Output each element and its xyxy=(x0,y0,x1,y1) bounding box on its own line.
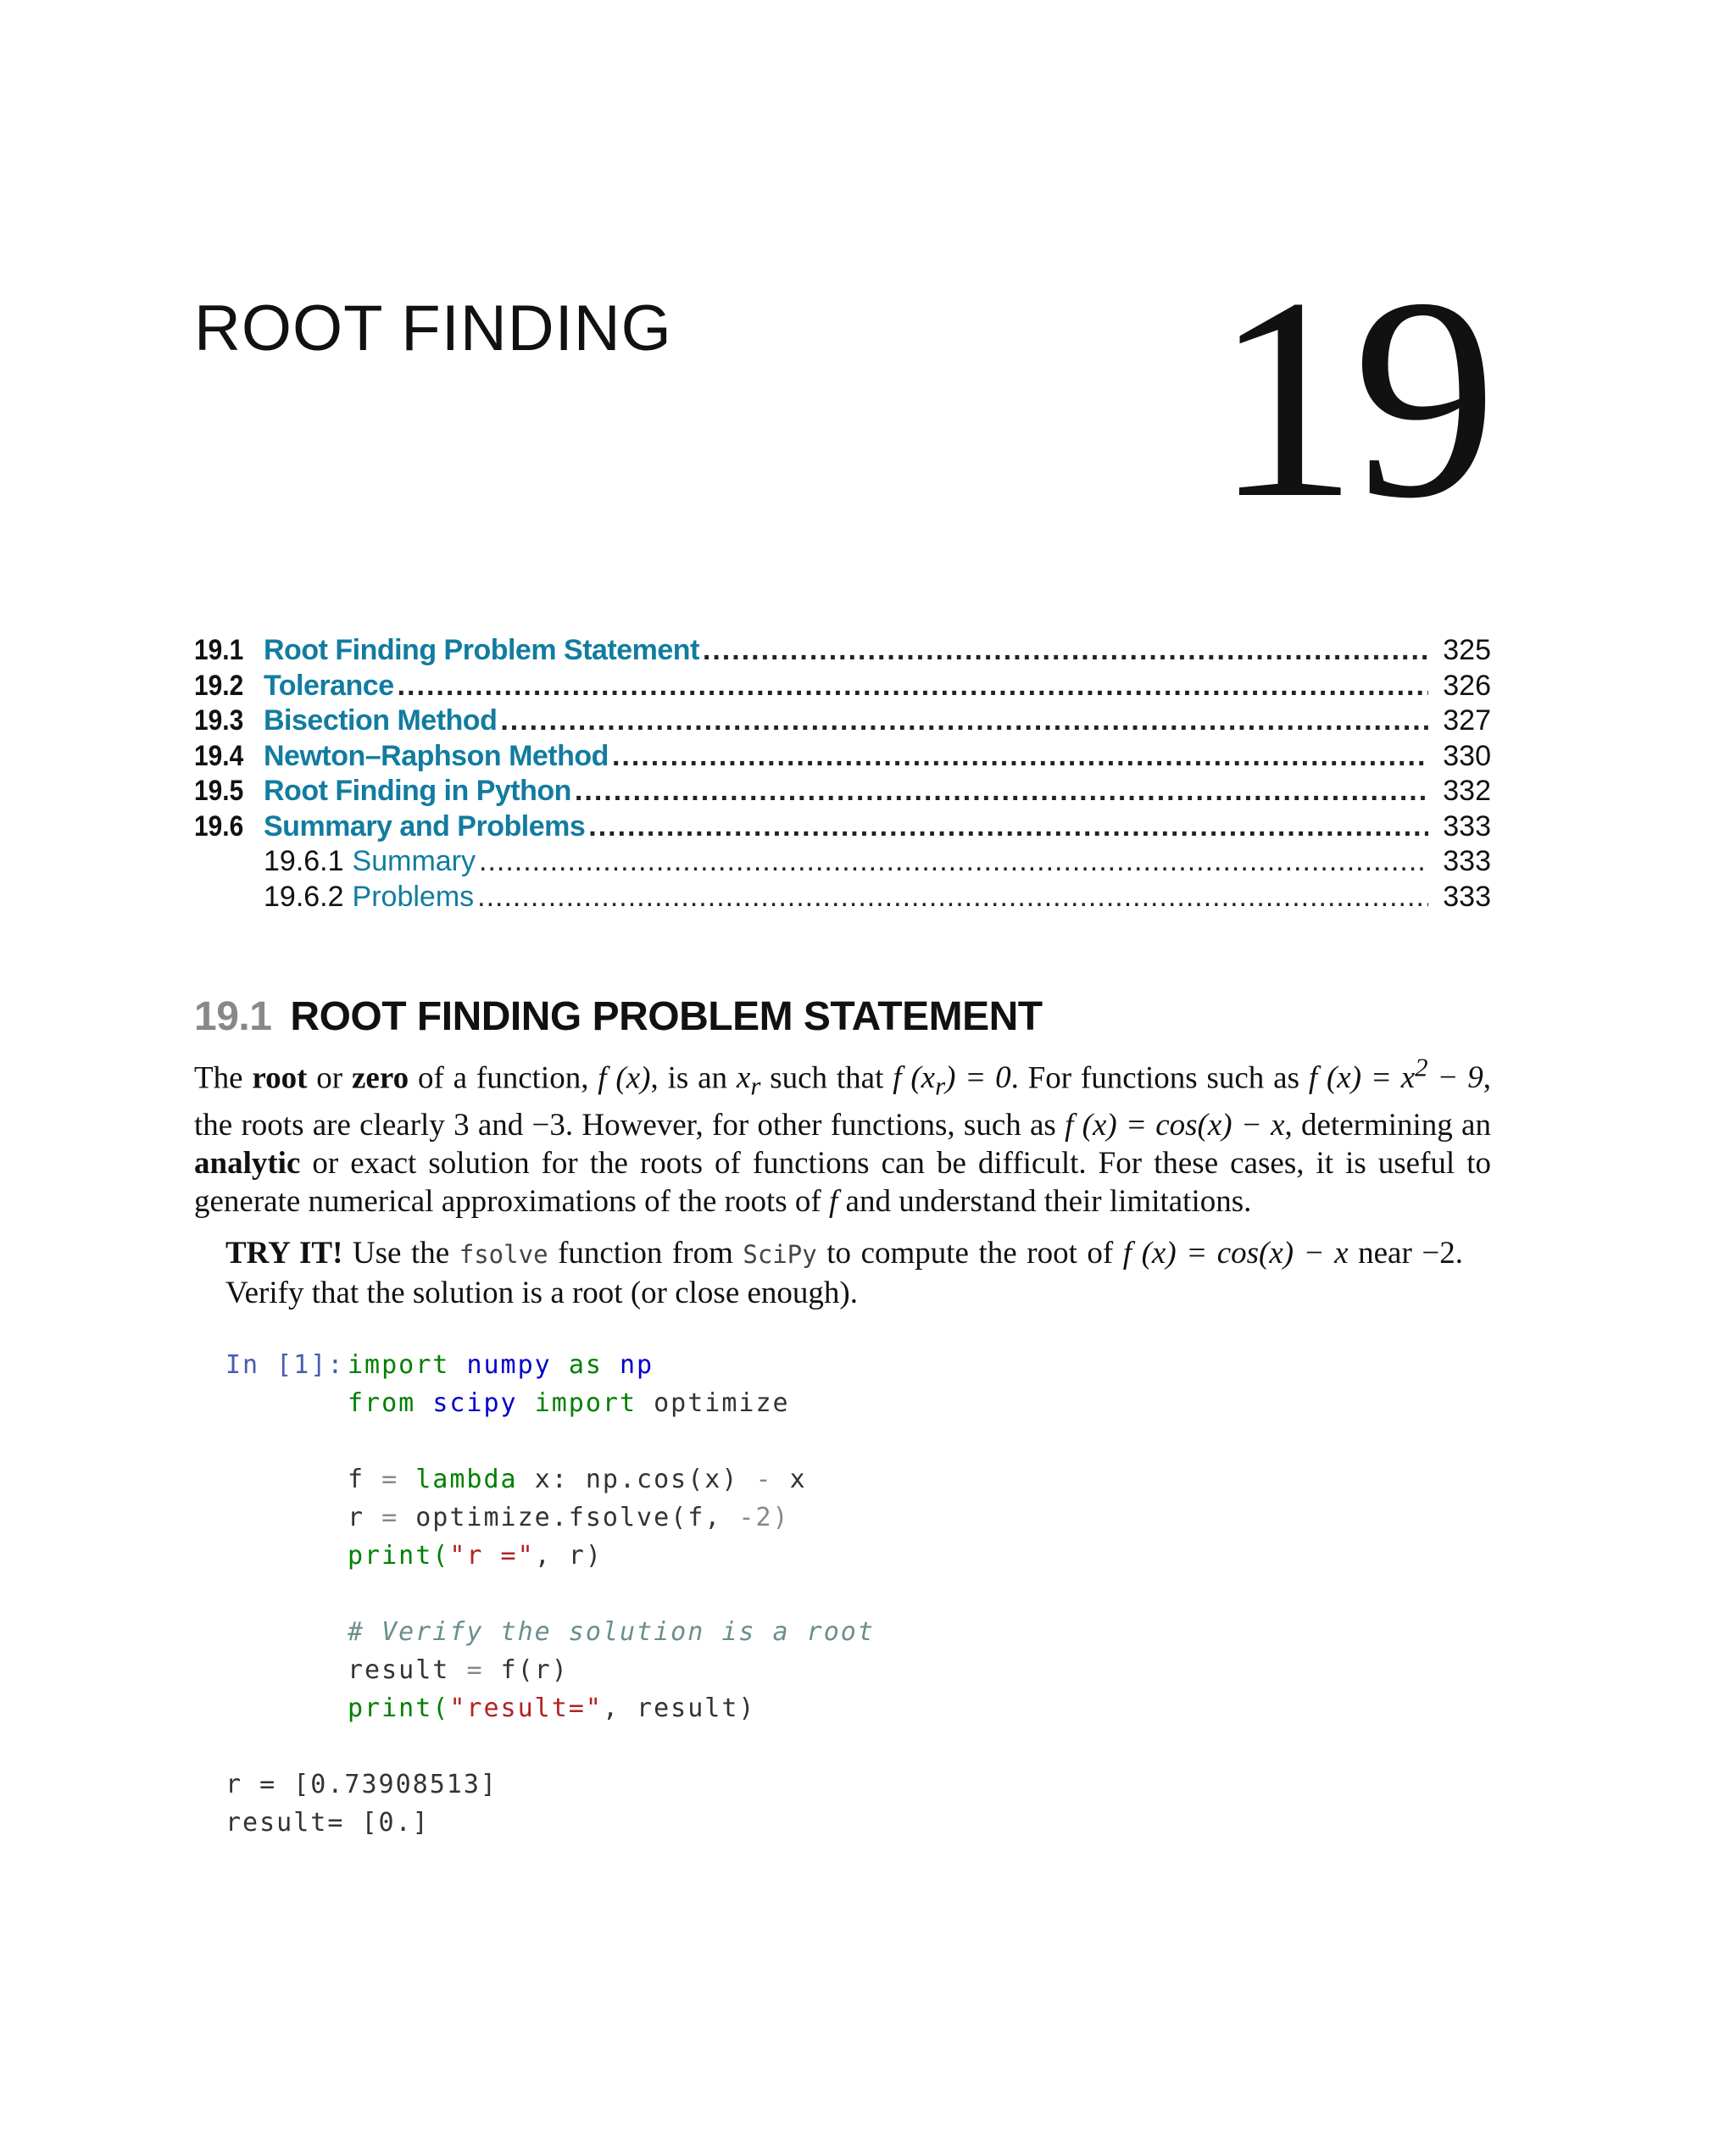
toc-entry-number: 19.3 xyxy=(194,704,244,737)
toc-entry-link[interactable]: Root Finding Problem Statement xyxy=(264,634,699,666)
toc-leader-dots xyxy=(612,740,1428,773)
toc-entry[interactable] xyxy=(194,740,1491,776)
code-line: In [1]: import numpy as np xyxy=(225,1346,875,1384)
toc-entry-page: 330 xyxy=(1443,739,1491,772)
code-output-line: r = [0.73908513] xyxy=(225,1770,498,1799)
toc-leader-dots xyxy=(703,634,1428,667)
code-line: from scipy import optimize xyxy=(348,1388,790,1418)
code-line xyxy=(225,1727,875,1766)
math-fx: f (x) xyxy=(598,1060,651,1096)
code-cell xyxy=(225,1346,875,1842)
input-prompt: In [1]: xyxy=(225,1350,345,1380)
toc-leader-dots xyxy=(588,810,1428,843)
body-paragraph: The root or zero of a function, f (x), is an $x_r$ such that f $(x_r) = 0$. For functions such as f $(x) = x^2 - 9$, the roots are clearly 3 and −3. However, for other functions, such as f (x) = cos(x) − x, determining an analytic or exact solution for the roots of functions can be difficult. For these cases, it is useful to generate numerical approximations of the roots of f and understand their limitations. xyxy=(194,1054,1491,1219)
math-fx-squared: f $(x) = x^2 - 9$ xyxy=(1308,1054,1483,1096)
toc-leader-dots xyxy=(500,704,1428,737)
term-analytic: analytic xyxy=(194,1145,301,1181)
toc-entry-number: 19.4 xyxy=(194,739,244,772)
toc-entry[interactable] xyxy=(194,634,1491,670)
math-xr: $x_r$ xyxy=(736,1060,761,1101)
toc-entry-number: 19.1 xyxy=(194,634,244,666)
section-heading xyxy=(194,993,1043,1040)
code-line: print("result=", result) xyxy=(348,1693,756,1723)
section-number: 19.1 xyxy=(194,994,272,1039)
toc-entry-number: 19.6.1 xyxy=(264,845,344,877)
toc-entry[interactable] xyxy=(194,775,1491,810)
section-title: ROOT FINDING PROBLEM STATEMENT xyxy=(290,994,1043,1039)
code-line xyxy=(225,1575,875,1613)
toc-leader-dots xyxy=(575,775,1428,808)
table-of-contents xyxy=(194,634,1491,915)
math-f: f xyxy=(829,1183,838,1219)
toc-entry-page: 332 xyxy=(1443,775,1491,807)
chapter-number: 19 xyxy=(1214,238,1492,558)
toc-entry[interactable] xyxy=(194,670,1491,705)
code-line: r = optimize.fsolve(f, -2) xyxy=(348,1503,790,1532)
term-root: root xyxy=(252,1060,308,1096)
toc-entry-page: 326 xyxy=(1443,669,1491,702)
toc-leader-dots xyxy=(477,881,1428,914)
code-line xyxy=(225,1422,875,1460)
toc-subentry[interactable] xyxy=(194,845,1491,881)
toc-entry-number: 19.6 xyxy=(194,809,244,842)
toc-entry-number: 19.6.2 xyxy=(264,880,344,913)
toc-entry-page: 327 xyxy=(1443,704,1491,737)
code-line xyxy=(225,1613,875,1651)
toc-entry-number: 19.2 xyxy=(194,669,244,702)
toc-entry-link[interactable]: Root Finding in Python xyxy=(264,775,571,807)
code-line: print("r =", r) xyxy=(348,1541,603,1571)
toc-entry-link[interactable]: Summary xyxy=(352,845,476,877)
toc-leader-dots xyxy=(479,845,1428,878)
toc-entry-page: 333 xyxy=(1443,809,1491,842)
toc-leader-dots xyxy=(398,670,1428,703)
math-fxr: f $(x_r) = 0$ xyxy=(893,1060,1011,1101)
inline-code-scipy: SciPy xyxy=(743,1240,817,1269)
toc-entry-page: 325 xyxy=(1443,634,1491,666)
try-it-label: TRY IT! xyxy=(225,1236,343,1271)
toc-entry[interactable] xyxy=(194,704,1491,740)
term-zero: zero xyxy=(351,1060,409,1096)
toc-entry-link[interactable]: Tolerance xyxy=(264,669,394,702)
math-cos: f (x) = cos(x) − x xyxy=(1065,1107,1285,1143)
inline-code-fsolve: fsolve xyxy=(459,1240,548,1269)
math-cos: f (x) = cos(x) − x xyxy=(1122,1236,1349,1271)
toc-subentry[interactable] xyxy=(194,881,1491,916)
code-line: f = lambda x: np.cos(x) - x xyxy=(348,1465,807,1494)
toc-entry-link[interactable]: Problems xyxy=(352,880,475,913)
toc-entry-page: 333 xyxy=(1443,845,1491,877)
chapter-title: ROOT FINDING xyxy=(194,292,672,364)
try-it-box: TRY IT! Use the fsolve function from SciPy to compute the root of f (x) = cos(x) − x near −2. Verify that the solution is a root (or close enough). xyxy=(225,1236,1463,1310)
toc-entry-link[interactable]: Newton–Raphson Method xyxy=(264,739,609,772)
code-line: result = f(r) xyxy=(348,1655,569,1685)
code-comment: # Verify the solution is a root xyxy=(348,1617,875,1647)
toc-entry-link[interactable]: Summary and Problems xyxy=(264,809,586,842)
toc-entry-link[interactable]: Bisection Method xyxy=(264,704,498,737)
code-output-line: result= [0.] xyxy=(225,1808,430,1838)
toc-entry[interactable] xyxy=(194,810,1491,846)
toc-entry-page: 333 xyxy=(1443,880,1491,913)
toc-entry-number: 19.5 xyxy=(194,775,244,807)
